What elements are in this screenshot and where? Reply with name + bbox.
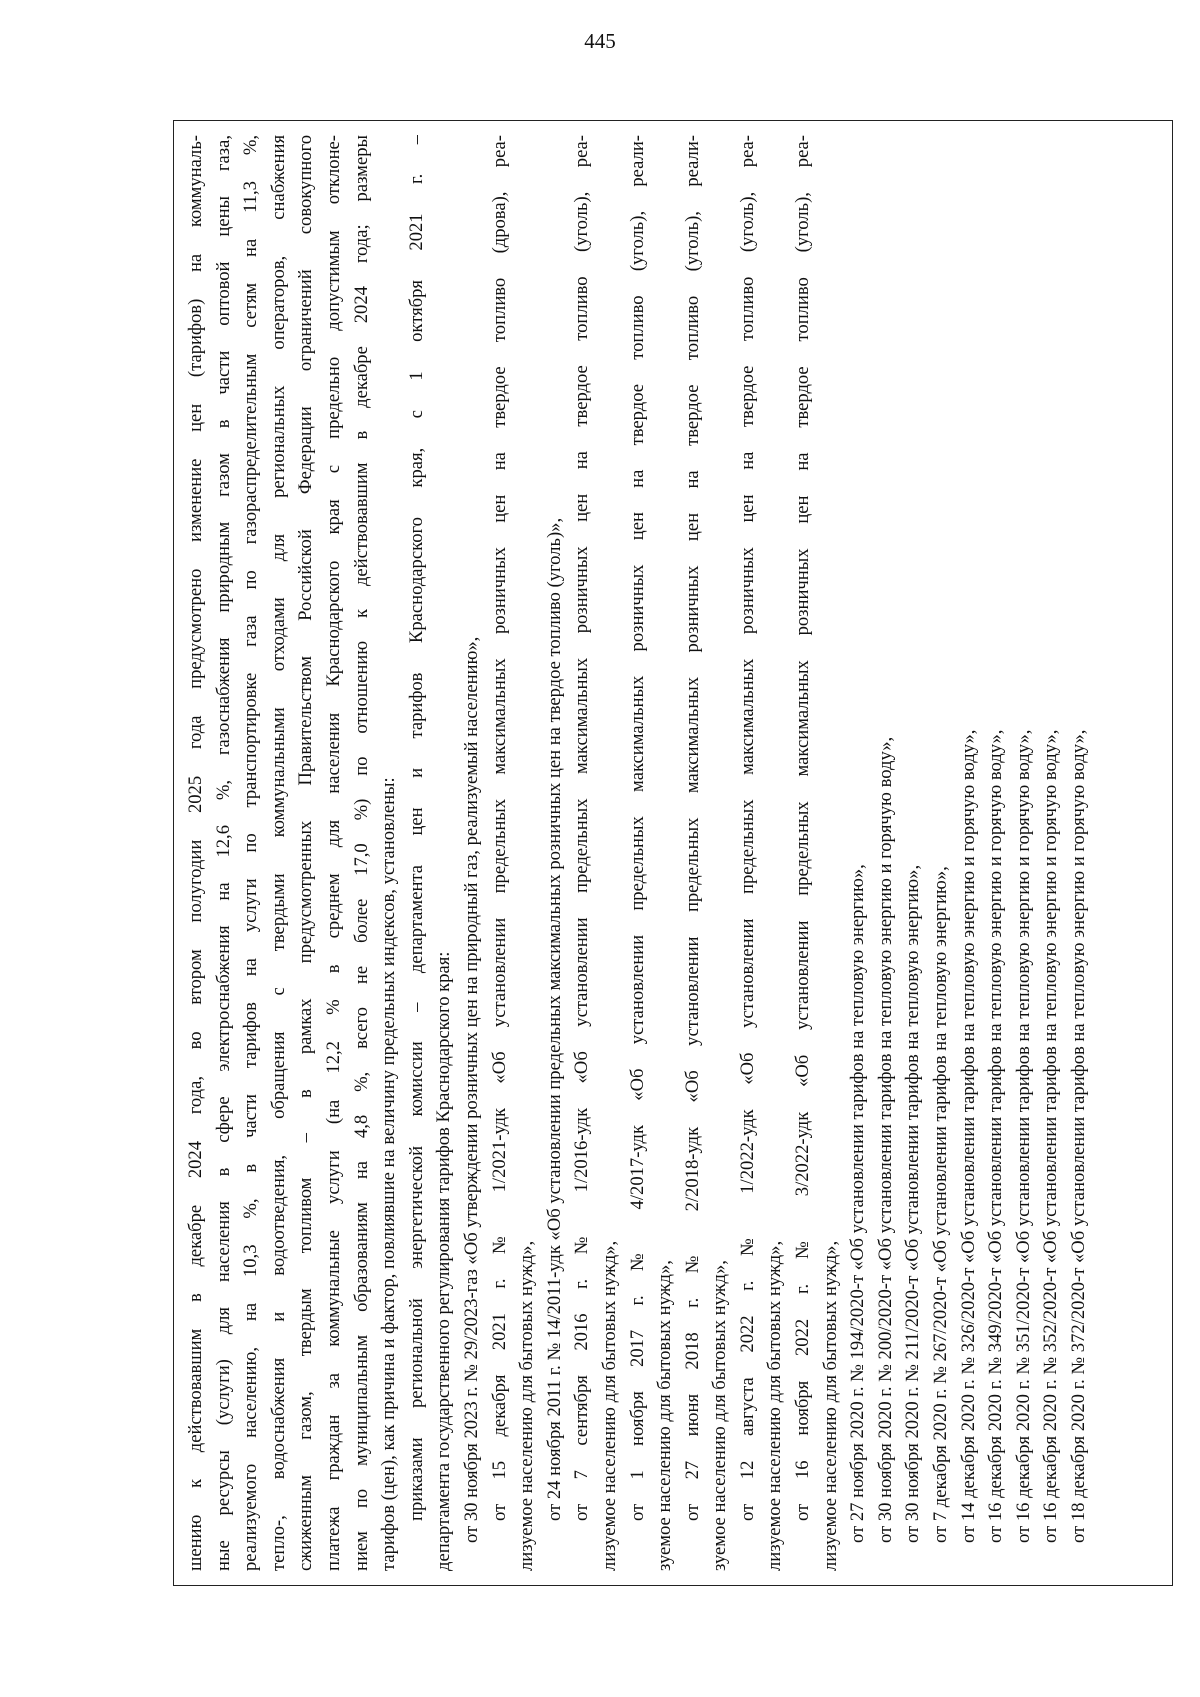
text-line: зуемое населению для бытовых нужд», bbox=[709, 1260, 731, 1571]
text-line: от 27 ноября 2020 г. № 194/2020-т «Об установлении тарифов на тепловую энергию», bbox=[847, 864, 869, 1543]
content-frame bbox=[173, 120, 1173, 1586]
text-body bbox=[174, 121, 1103, 1585]
text-line: лизуемое населению для бытовых нужд», bbox=[516, 1240, 538, 1571]
text-line: от 1 ноября 2017 г. № 4/2017-удк «Об установлении предельных максимальных розничных цен на твердое топливо (уголь), реали- bbox=[626, 135, 648, 1521]
text-line: от 18 декабря 2020 г. № 372/2020-т «Об установлении тарифов на тепловую энергию и горячую воду», bbox=[1068, 729, 1089, 1543]
text-line: ные ресурсы (услуги) для населения в сфере электроснабжения на 12,6 %, газоснабжения природным газом в части оптовой цены газа, bbox=[212, 135, 234, 1571]
text-line: платежа граждан за коммунальные услуги (на 12,2 % в среднем для населения Краснодарского края с предельно допустимым отклоне- bbox=[322, 135, 344, 1571]
text-line: приказами региональной энергетической комиссии – департамента цен и тарифов Краснодарского края, с 1 октября 2021 г. – bbox=[405, 135, 427, 1521]
text-line: лизуемое населению для бытовых нужд», bbox=[598, 1240, 620, 1571]
text-line: тарифов (цен), как причина и фактор, повлиявшие на величину предельных индексов, установлены: bbox=[378, 777, 400, 1571]
text-line: от 16 ноября 2022 г. № 3/2022-удк «Об установлении предельных максимальных розничных цен на твердое топливо (уголь), реа- bbox=[792, 135, 814, 1521]
text-line: от 15 декабря 2021 г. № 1/2021-удк «Об установлении предельных максимальных розничных цен на твердое топливо (дрова), реа- bbox=[488, 135, 510, 1521]
text-line: от 30 ноября 2023 г. № 29/2023-газ «Об утверждении розничных цен на природный газ, реализуемый населению», bbox=[460, 636, 482, 1543]
rotated-content bbox=[174, 121, 1172, 1585]
text-line: лизуемое населению для бытовых нужд», bbox=[819, 1240, 841, 1571]
text-line: реализуемого населению, на 10,3 %, в части тарифов на услуги по транспортировке газа по газораспределительным сетям на 11,3 %, bbox=[240, 135, 262, 1571]
text-line: от 16 декабря 2020 г. № 352/2020-т «Об установлении тарифов на тепловую энергию и горячую воду», bbox=[1040, 729, 1062, 1543]
text-line: от 14 декабря 2020 г. № 326/2020-т «Об установлении тарифов на тепловую энергию и горячую воду», bbox=[957, 729, 979, 1543]
text-line: от 12 августа 2022 г. № 1/2022-удк «Об установлении предельных максимальных розничных цен на твердое топливо (уголь), реа- bbox=[736, 135, 758, 1521]
text-line: от 30 ноября 2020 г. № 200/2020-т «Об установлении тарифов на тепловую энергию и горячую воду», bbox=[874, 736, 896, 1543]
text-line: от 7 сентября 2016 г. № 1/2016-удк «Об установлении предельных максимальных розничных цен на твердое топливо (уголь), реа- bbox=[571, 135, 593, 1521]
text-line: от 27 июня 2018 г. № 2/2018-удк «Об установлении предельных максимальных розничных цен на твердое топливо (уголь), реали- bbox=[681, 135, 703, 1521]
text-line: зуемое населению для бытовых нужд», bbox=[654, 1260, 676, 1571]
text-line: шению к действовавшим в декабре 2024 года, во втором полугодии 2025 года предусмотрено изменение цен (тарифов) на коммуналь- bbox=[185, 135, 206, 1571]
text-line: от 16 декабря 2020 г. № 349/2020-т «Об установлении тарифов на тепловую энергию и горячую воду», bbox=[985, 729, 1007, 1543]
text-line: от 16 декабря 2020 г. № 351/2020-т «Об установлении тарифов на тепловую энергию и горячую воду», bbox=[1012, 729, 1034, 1543]
page-number: 445 bbox=[584, 29, 616, 53]
text-line: от 30 ноября 2020 г. № 211/2020-т «Об установлении тарифов на тепловую энергию», bbox=[902, 864, 924, 1543]
text-line: лизуемое населению для бытовых нужд», bbox=[764, 1240, 786, 1571]
text-line: от 24 ноября 2011 г. № 14/2011-удк «Об установлении предельных максимальных розничных цен на твердое топливо (уголь)», bbox=[543, 517, 565, 1521]
text-line: от 7 декабря 2020 г. № 267/2020-т «Об установлении тарифов на тепловую энергию», bbox=[930, 866, 952, 1543]
text-line: сжиженным газом, твердым топливом – в рамках предусмотренных Правительством Российской Федерации ограничений совокупного bbox=[295, 135, 317, 1571]
text-line: департамента государственного регулирования тарифов Краснодарского края: bbox=[433, 951, 455, 1571]
text-line: тепло-, водоснабжения и водоотведения, обращения с твердыми коммунальными отходами для региональных операторов, снабжения bbox=[267, 135, 289, 1571]
text-line: нием по муниципальным образованиям на 4,8 %, всего не более 17,0 %) по отношению к действовавшим в декабре 2024 года; размеры bbox=[350, 135, 372, 1571]
